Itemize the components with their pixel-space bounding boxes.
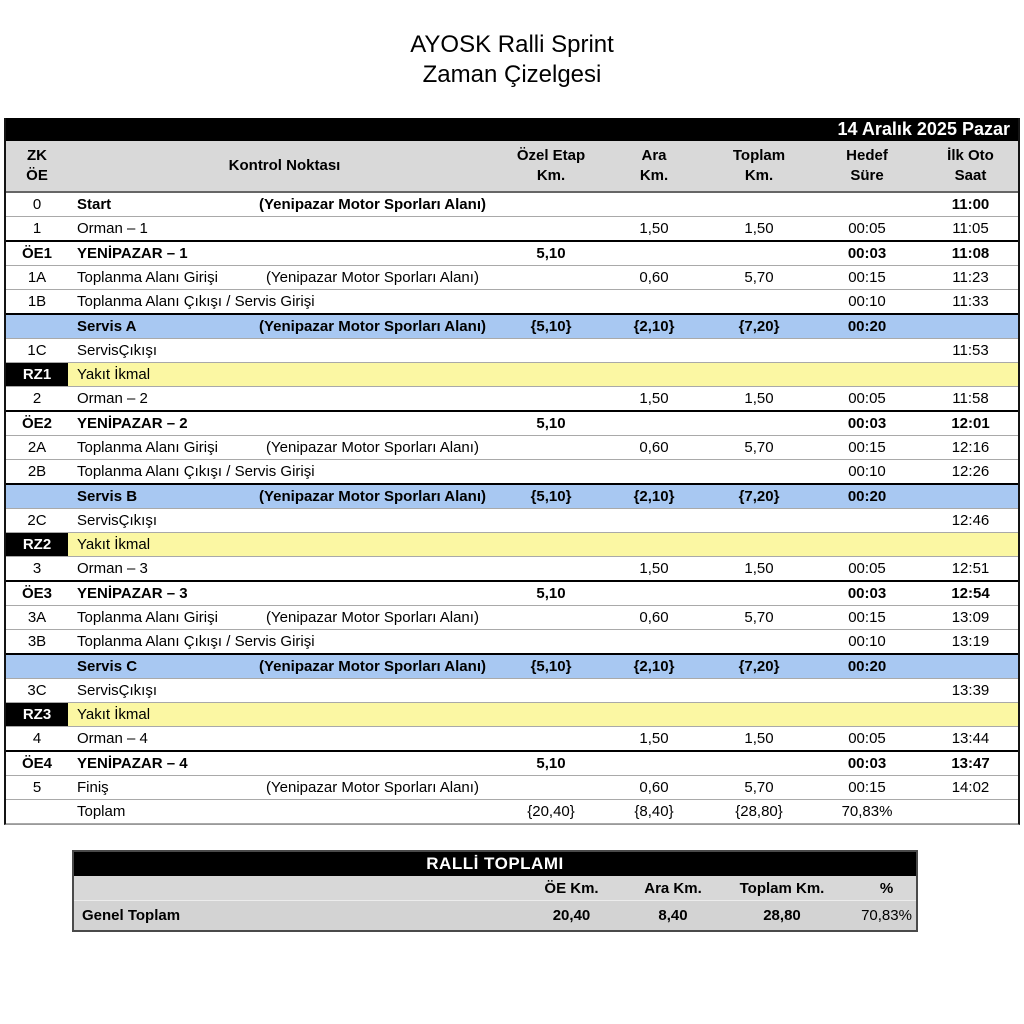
- row-hedef-sure: 00:03: [811, 411, 923, 436]
- table-row-2c: [6, 509, 1018, 533]
- row-ara-km: {8,40}: [601, 800, 707, 824]
- row-kontrol-noktasi: [68, 727, 501, 752]
- row-zk-label: [6, 800, 68, 824]
- row-ozel-etap-km: 5,10: [501, 751, 601, 776]
- row-ozel-etap-km: [501, 776, 601, 800]
- row-ilk-oto-saat: [923, 800, 1018, 824]
- row-hedef-sure: 00:05: [811, 727, 923, 752]
- row-hedef-sure: 00:10: [811, 460, 923, 485]
- row-ara-km: 0,60: [601, 776, 707, 800]
- row-ozel-etap-km: [501, 679, 601, 703]
- row-ozel-etap-km: [501, 557, 601, 582]
- control-point-name: YENİPAZAR – 2: [77, 415, 188, 432]
- row-zk-label: [6, 484, 68, 509]
- row-hedef-sure: 00:10: [811, 630, 923, 655]
- col-header-ara-km: Ara Km.: [601, 141, 707, 192]
- row-hedef-sure: 70,83%: [811, 800, 923, 824]
- control-point-name: Servis A: [77, 318, 137, 335]
- row-ilk-oto-saat: 12:26: [923, 460, 1018, 485]
- row-ilk-oto-saat: 11:05: [923, 217, 1018, 242]
- row-hedef-sure: 00:03: [811, 241, 923, 266]
- col-header-toplam-km: Toplam Km.: [707, 141, 811, 192]
- row-zk-label: 2A: [6, 436, 68, 460]
- table-row-0: [6, 192, 1018, 217]
- row-ozel-etap-km: 5,10: [501, 241, 601, 266]
- row-zk-label: RZ1: [6, 363, 68, 387]
- row-zk-label: RZ2: [6, 533, 68, 557]
- row-toplam-km: {28,80}: [707, 800, 811, 824]
- row-hedef-sure: 00:05: [811, 217, 923, 242]
- row-ozel-etap-km: [501, 192, 601, 217]
- table-row-rz1: [6, 363, 1018, 387]
- control-point-name: ServisÇıkışı: [77, 342, 158, 359]
- control-point-name: Toplanma Alanı Çıkışı / Servis Girişi: [77, 293, 315, 310]
- row-hedef-sure: 00:20: [811, 484, 923, 509]
- summary-header-spacer: [74, 876, 504, 901]
- control-point-name: Toplam: [77, 803, 126, 820]
- row-ara-km: 1,50: [601, 557, 707, 582]
- col-header-zk-oe: ZK ÖE: [6, 141, 68, 192]
- row-zk-label: 1B: [6, 290, 68, 315]
- row-toplam-km: 1,50: [707, 387, 811, 412]
- row-kontrol-noktasi: [68, 557, 501, 582]
- table-row-öe4: [6, 751, 1018, 776]
- control-point-name: ServisÇıkışı: [77, 682, 158, 699]
- row-ilk-oto-saat: 13:19: [923, 630, 1018, 655]
- table-row-toplam: [6, 800, 1018, 824]
- genel-toplam-percent: 70,83%: [857, 901, 916, 931]
- control-point-name: Toplanma Alanı Çıkışı / Servis Girişi: [77, 633, 315, 650]
- row-kontrol-noktasi: [68, 314, 501, 339]
- control-point-name: Servis B: [77, 488, 138, 505]
- row-zk-label: 3C: [6, 679, 68, 703]
- schedule-table-body: [6, 192, 1018, 824]
- row-zk-label: 2C: [6, 509, 68, 533]
- row-ozel-etap-km: {20,40}: [501, 800, 601, 824]
- row-kontrol-noktasi: [68, 509, 501, 533]
- row-ilk-oto-saat: [923, 363, 1018, 387]
- row-zk-label: ÖE1: [6, 241, 68, 266]
- row-ozel-etap-km: [501, 460, 601, 485]
- row-hedef-sure: 00:20: [811, 654, 923, 679]
- control-point-name: Orman – 2: [77, 390, 148, 407]
- control-point-name: Yakıt İkmal: [77, 706, 151, 723]
- table-row-öe1: [6, 241, 1018, 266]
- row-toplam-km: {7,20}: [707, 484, 811, 509]
- row-ozel-etap-km: {5,10}: [501, 314, 601, 339]
- control-point-location: (Yenipazar Motor Sporları Alanı): [259, 196, 486, 213]
- row-ozel-etap-km: {5,10}: [501, 654, 601, 679]
- row-ilk-oto-saat: [923, 533, 1018, 557]
- schedule-table: [4, 118, 1020, 825]
- row-toplam-km: [707, 581, 811, 606]
- row-ilk-oto-saat: 11:53: [923, 339, 1018, 363]
- summary-col-percent: %: [857, 876, 916, 901]
- row-ilk-oto-saat: 14:02: [923, 776, 1018, 800]
- col-header-ozel-etap-km: Özel Etap Km.: [501, 141, 601, 192]
- row-hedef-sure: 00:15: [811, 606, 923, 630]
- row-ara-km: 1,50: [601, 727, 707, 752]
- row-ara-km: [601, 460, 707, 485]
- row-ara-km: {2,10}: [601, 314, 707, 339]
- table-row-rz3: [6, 703, 1018, 727]
- row-toplam-km: 5,70: [707, 436, 811, 460]
- genel-toplam-oe-km: 20,40: [504, 901, 639, 931]
- row-kontrol-noktasi: [68, 436, 501, 460]
- table-row-1c: [6, 339, 1018, 363]
- control-point-name: Finiş: [77, 779, 109, 796]
- row-ara-km: [601, 363, 707, 387]
- row-ara-km: [601, 630, 707, 655]
- rally-total-title: RALLİ TOPLAMI: [74, 852, 916, 876]
- row-kontrol-noktasi: [68, 266, 501, 290]
- row-kontrol-noktasi: [68, 751, 501, 776]
- row-toplam-km: [707, 751, 811, 776]
- row-kontrol-noktasi: [68, 339, 501, 363]
- control-point-location: (Yenipazar Motor Sporları Alanı): [266, 269, 479, 286]
- row-ilk-oto-saat: 11:33: [923, 290, 1018, 315]
- row-ara-km: 1,50: [601, 387, 707, 412]
- row-kontrol-noktasi: [68, 290, 501, 315]
- col-header-hedef-sure: Hedef Süre: [811, 141, 923, 192]
- row-ozel-etap-km: [501, 630, 601, 655]
- row-kontrol-noktasi: [68, 217, 501, 242]
- row-kontrol-noktasi: [68, 241, 501, 266]
- row-ara-km: [601, 679, 707, 703]
- row-ara-km: 0,60: [601, 266, 707, 290]
- row-toplam-km: [707, 679, 811, 703]
- date-banner: 14 Aralık 2025 Pazar: [6, 118, 1018, 141]
- row-ara-km: 0,60: [601, 436, 707, 460]
- control-point-location: (Yenipazar Motor Sporları Alanı): [266, 609, 479, 626]
- row-ara-km: [601, 533, 707, 557]
- schedule-table-header: [6, 141, 1018, 192]
- row-hedef-sure: [811, 363, 923, 387]
- row-ilk-oto-saat: 12:46: [923, 509, 1018, 533]
- control-point-name: Yakıt İkmal: [77, 536, 151, 553]
- genel-toplam-row: [74, 901, 916, 931]
- row-ilk-oto-saat: 13:44: [923, 727, 1018, 752]
- control-point-name: Orman – 3: [77, 560, 148, 577]
- row-toplam-km: [707, 630, 811, 655]
- row-ara-km: [601, 751, 707, 776]
- row-ozel-etap-km: [501, 266, 601, 290]
- row-ilk-oto-saat: [923, 654, 1018, 679]
- summary-col-oe-km: ÖE Km.: [504, 876, 639, 901]
- row-ilk-oto-saat: 11:58: [923, 387, 1018, 412]
- row-toplam-km: [707, 509, 811, 533]
- control-point-location: (Yenipazar Motor Sporları Alanı): [259, 658, 486, 675]
- row-kontrol-noktasi: [68, 654, 501, 679]
- genel-toplam-ara-km: 8,40: [639, 901, 707, 931]
- row-toplam-km: {7,20}: [707, 654, 811, 679]
- control-point-name: ServisÇıkışı: [77, 512, 158, 529]
- row-ara-km: {2,10}: [601, 654, 707, 679]
- row-ara-km: {2,10}: [601, 484, 707, 509]
- row-zk-label: 5: [6, 776, 68, 800]
- row-ilk-oto-saat: 11:23: [923, 266, 1018, 290]
- row-ilk-oto-saat: 11:08: [923, 241, 1018, 266]
- control-point-name: Toplanma Alanı Girişi: [77, 269, 218, 286]
- table-row-öe2: [6, 411, 1018, 436]
- row-hedef-sure: 00:03: [811, 751, 923, 776]
- control-point-name: YENİPAZAR – 1: [77, 245, 188, 262]
- table-row-3: [6, 557, 1018, 582]
- row-ara-km: [601, 581, 707, 606]
- table-row-1a: [6, 266, 1018, 290]
- table-row-2a: [6, 436, 1018, 460]
- row-toplam-km: [707, 411, 811, 436]
- row-ilk-oto-saat: [923, 314, 1018, 339]
- control-point-name: YENİPAZAR – 3: [77, 585, 188, 602]
- row-kontrol-noktasi: [68, 606, 501, 630]
- row-hedef-sure: 00:05: [811, 557, 923, 582]
- row-ozel-etap-km: [501, 290, 601, 315]
- row-ara-km: [601, 290, 707, 315]
- summary-col-ara-km: Ara Km.: [639, 876, 707, 901]
- control-point-name: Toplanma Alanı Girişi: [77, 609, 218, 626]
- summary-col-toplam-km: Toplam Km.: [707, 876, 857, 901]
- row-hedef-sure: [811, 703, 923, 727]
- row-zk-label: 4: [6, 727, 68, 752]
- row-toplam-km: [707, 363, 811, 387]
- row-hedef-sure: 00:15: [811, 776, 923, 800]
- row-kontrol-noktasi: [68, 703, 501, 727]
- control-point-name: Yakıt İkmal: [77, 366, 151, 383]
- row-ilk-oto-saat: 12:54: [923, 581, 1018, 606]
- row-zk-label: ÖE3: [6, 581, 68, 606]
- row-hedef-sure: [811, 509, 923, 533]
- table-row-3c: [6, 679, 1018, 703]
- row-hedef-sure: [811, 533, 923, 557]
- row-ozel-etap-km: {5,10}: [501, 484, 601, 509]
- control-point-location: (Yenipazar Motor Sporları Alanı): [266, 439, 479, 456]
- genel-toplam-toplam-km: 28,80: [707, 901, 857, 931]
- row-ozel-etap-km: [501, 217, 601, 242]
- row-ilk-oto-saat: 13:09: [923, 606, 1018, 630]
- row-kontrol-noktasi: [68, 800, 501, 824]
- row-hedef-sure: 00:20: [811, 314, 923, 339]
- row-ilk-oto-saat: [923, 484, 1018, 509]
- control-point-name: Orman – 4: [77, 730, 148, 747]
- table-row-3b: [6, 630, 1018, 655]
- col-header-ilk-oto-saat: İlk Oto Saat: [923, 141, 1018, 192]
- table-row-5: [6, 776, 1018, 800]
- row-toplam-km: 1,50: [707, 217, 811, 242]
- rally-total-table: [72, 850, 918, 932]
- row-toplam-km: 1,50: [707, 727, 811, 752]
- row-hedef-sure: 00:05: [811, 387, 923, 412]
- row-ozel-etap-km: [501, 533, 601, 557]
- control-point-name: Toplanma Alanı Çıkışı / Servis Girişi: [77, 463, 315, 480]
- row-toplam-km: [707, 339, 811, 363]
- control-point-name: Toplanma Alanı Girişi: [77, 439, 218, 456]
- row-ozel-etap-km: 5,10: [501, 581, 601, 606]
- row-zk-label: 3: [6, 557, 68, 582]
- document-title: [0, 0, 1024, 90]
- row-zk-label: 2: [6, 387, 68, 412]
- row-hedef-sure: 00:15: [811, 436, 923, 460]
- control-point-name: YENİPAZAR – 4: [77, 755, 188, 772]
- table-row-1: [6, 217, 1018, 242]
- row-ozel-etap-km: [501, 339, 601, 363]
- row-toplam-km: 5,70: [707, 266, 811, 290]
- table-row-2: [6, 387, 1018, 412]
- row-toplam-km: [707, 192, 811, 217]
- row-hedef-sure: [811, 192, 923, 217]
- row-toplam-km: 1,50: [707, 557, 811, 582]
- row-ozel-etap-km: 5,10: [501, 411, 601, 436]
- table-row-2b: [6, 460, 1018, 485]
- table-row-servis-a: [6, 314, 1018, 339]
- row-kontrol-noktasi: [68, 630, 501, 655]
- row-ilk-oto-saat: [923, 703, 1018, 727]
- row-ara-km: [601, 509, 707, 533]
- row-ara-km: [601, 241, 707, 266]
- row-zk-label: 2B: [6, 460, 68, 485]
- row-hedef-sure: 00:03: [811, 581, 923, 606]
- table-row-rz2: [6, 533, 1018, 557]
- control-point-location: (Yenipazar Motor Sporları Alanı): [266, 779, 479, 796]
- row-kontrol-noktasi: [68, 363, 501, 387]
- row-zk-label: ÖE2: [6, 411, 68, 436]
- row-toplam-km: [707, 533, 811, 557]
- row-kontrol-noktasi: [68, 776, 501, 800]
- row-ara-km: [601, 411, 707, 436]
- row-zk-label: 3A: [6, 606, 68, 630]
- row-hedef-sure: [811, 339, 923, 363]
- row-ozel-etap-km: [501, 703, 601, 727]
- control-point-location: (Yenipazar Motor Sporları Alanı): [259, 318, 486, 335]
- row-kontrol-noktasi: [68, 411, 501, 436]
- row-toplam-km: 5,70: [707, 776, 811, 800]
- row-zk-label: 3B: [6, 630, 68, 655]
- control-point-location: (Yenipazar Motor Sporları Alanı): [259, 488, 486, 505]
- row-kontrol-noktasi: [68, 679, 501, 703]
- row-zk-label: ÖE4: [6, 751, 68, 776]
- row-ara-km: [601, 339, 707, 363]
- genel-toplam-label: Genel Toplam: [74, 901, 504, 931]
- row-kontrol-noktasi: [68, 192, 501, 217]
- row-ilk-oto-saat: 13:39: [923, 679, 1018, 703]
- row-ilk-oto-saat: 12:51: [923, 557, 1018, 582]
- table-row-öe3: [6, 581, 1018, 606]
- row-hedef-sure: [811, 679, 923, 703]
- table-row-1b: [6, 290, 1018, 315]
- row-zk-label: RZ3: [6, 703, 68, 727]
- row-ilk-oto-saat: 12:16: [923, 436, 1018, 460]
- row-toplam-km: [707, 290, 811, 315]
- row-toplam-km: {7,20}: [707, 314, 811, 339]
- table-row-4: [6, 727, 1018, 752]
- row-ilk-oto-saat: 12:01: [923, 411, 1018, 436]
- row-ara-km: [601, 703, 707, 727]
- row-zk-label: 1: [6, 217, 68, 242]
- row-hedef-sure: 00:15: [811, 266, 923, 290]
- row-ozel-etap-km: [501, 387, 601, 412]
- row-kontrol-noktasi: [68, 533, 501, 557]
- control-point-name: Servis C: [77, 658, 138, 675]
- control-point-name: Start: [77, 196, 112, 213]
- row-ozel-etap-km: [501, 727, 601, 752]
- row-kontrol-noktasi: [68, 484, 501, 509]
- row-zk-label: [6, 654, 68, 679]
- row-zk-label: 1A: [6, 266, 68, 290]
- row-toplam-km: [707, 703, 811, 727]
- row-ara-km: [601, 192, 707, 217]
- row-ara-km: 0,60: [601, 606, 707, 630]
- row-kontrol-noktasi: [68, 581, 501, 606]
- row-hedef-sure: 00:10: [811, 290, 923, 315]
- col-header-kontrol-noktasi: Kontrol Noktası: [68, 141, 501, 192]
- row-zk-label: [6, 314, 68, 339]
- control-point-name: Orman – 1: [77, 220, 148, 237]
- row-toplam-km: [707, 241, 811, 266]
- title-line-2: Zaman Çizelgesi: [422, 61, 602, 88]
- row-ozel-etap-km: [501, 509, 601, 533]
- row-toplam-km: [707, 460, 811, 485]
- rally-total-header: [74, 876, 916, 901]
- row-zk-label: 0: [6, 192, 68, 217]
- row-ozel-etap-km: [501, 436, 601, 460]
- row-ara-km: 1,50: [601, 217, 707, 242]
- row-zk-label: 1C: [6, 339, 68, 363]
- table-row-3a: [6, 606, 1018, 630]
- table-row-servis-b: [6, 484, 1018, 509]
- row-ilk-oto-saat: 11:00: [923, 192, 1018, 217]
- row-ilk-oto-saat: 13:47: [923, 751, 1018, 776]
- row-ozel-etap-km: [501, 363, 601, 387]
- row-kontrol-noktasi: [68, 460, 501, 485]
- row-kontrol-noktasi: [68, 387, 501, 412]
- row-toplam-km: 5,70: [707, 606, 811, 630]
- row-ozel-etap-km: [501, 606, 601, 630]
- table-row-servis-c: [6, 654, 1018, 679]
- title-line-1: AYOSK Ralli Sprint: [410, 31, 614, 58]
